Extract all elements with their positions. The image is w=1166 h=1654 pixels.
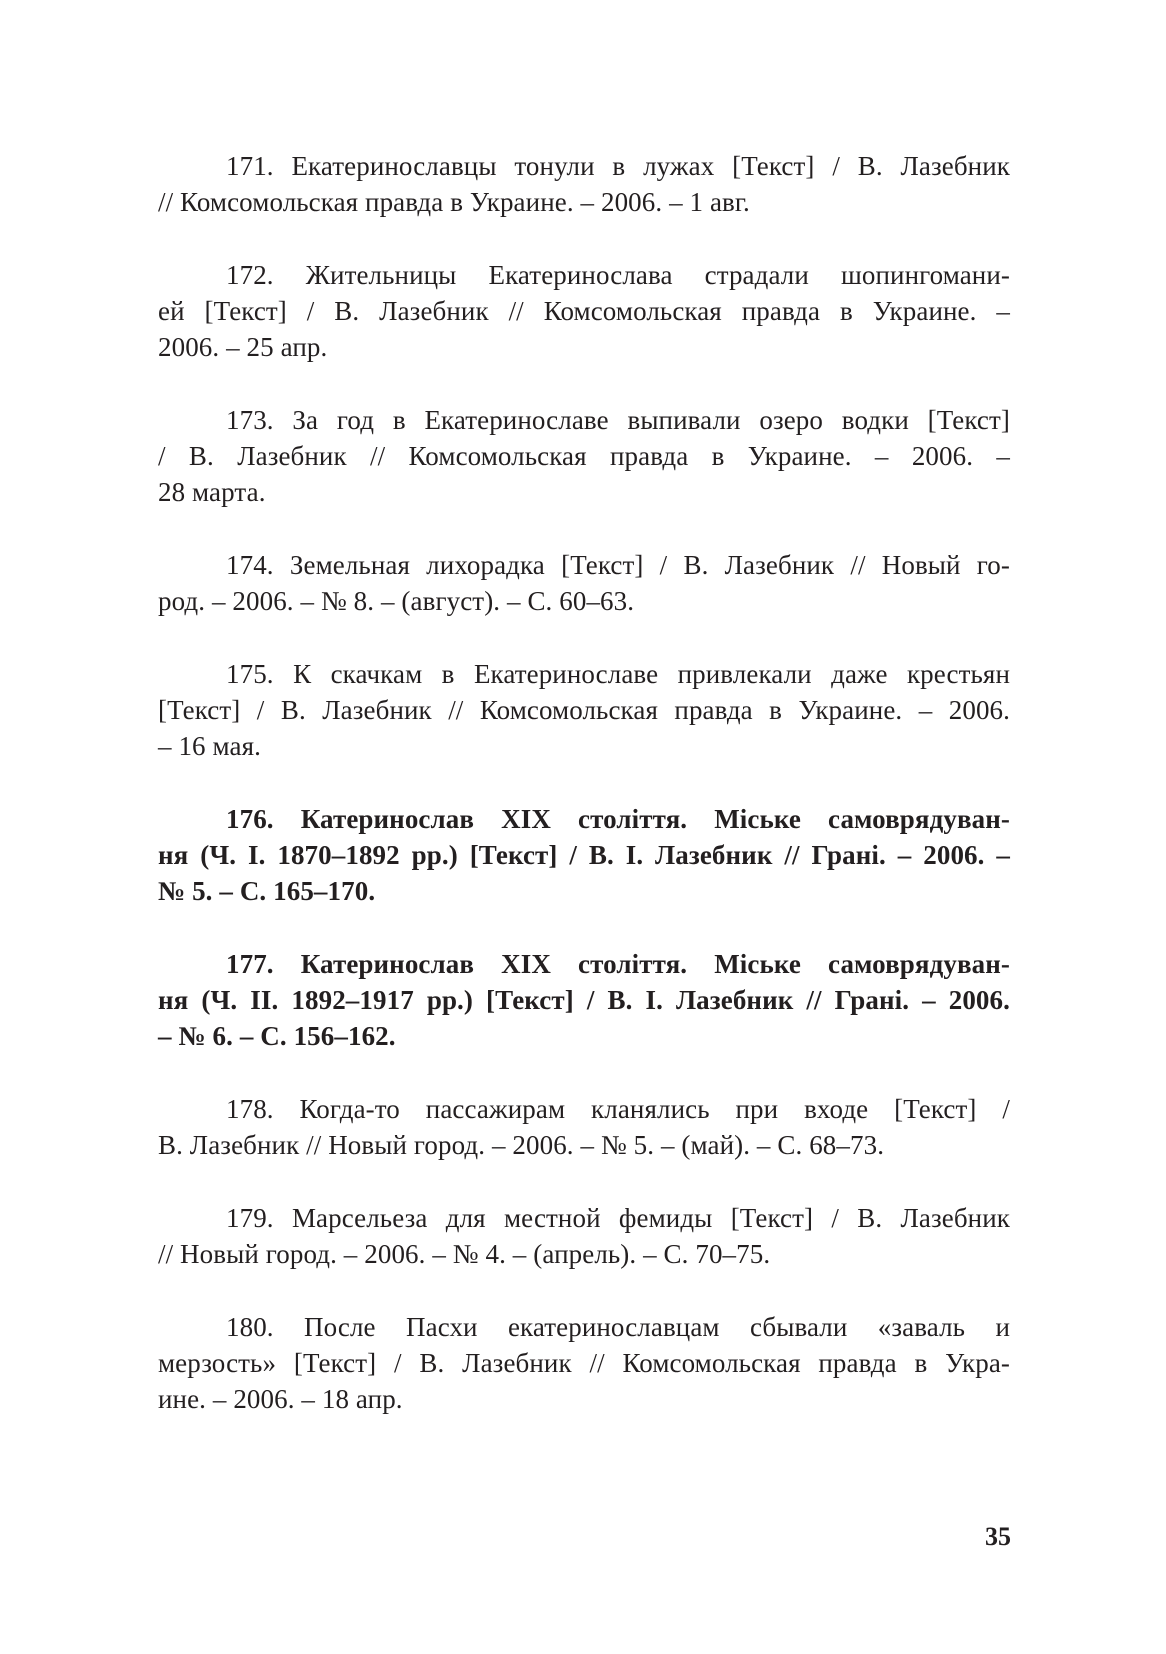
entry-line: – № 6. – С. 156–162.	[158, 1021, 396, 1051]
entry-line: // Новый город. – 2006. – № 4. – (апрель). – С. 70–75.	[158, 1239, 771, 1269]
entry-line: 179. Марсельеза для местной фемиды [Текст] / В. Лазебник	[226, 1203, 1010, 1233]
entry-line: ине. – 2006. – 18 апр.	[158, 1384, 403, 1414]
entry-line: // Комсомольская правда в Украине. – 2006. – 1 авг.	[158, 187, 750, 217]
entry-line: 173. За год в Екатеринославе выпивали озеро водки [Текст]	[226, 405, 1010, 435]
bibliography-entry-177	[158, 946, 1010, 1054]
entry-line: мерзость» [Текст] / В. Лазебник // Комсомольская правда в Укра-	[158, 1348, 1010, 1378]
entry-line: 175. К скачкам в Екатеринославе привлекали даже крестьян	[226, 659, 1010, 689]
entry-line: 28 марта.	[158, 477, 266, 507]
bibliography-entry-171	[158, 148, 1010, 220]
entry-line: 180. После Пасхи екатеринославцам сбывали «заваль и	[226, 1312, 1010, 1342]
entry-line: 2006. – 25 апр.	[158, 332, 328, 362]
entry-line: / В. Лазебник // Комсомольская правда в Украине. – 2006. –	[158, 441, 1010, 471]
bibliography-entry-172	[158, 257, 1010, 365]
entry-line: 172. Жительницы Екатеринослава страдали шопингомани-	[226, 260, 1010, 290]
entry-line: [Текст] / В. Лазебник // Комсомольская правда в Украине. – 2006.	[158, 695, 1010, 725]
entry-line: 171. Екатеринославцы тонули в лужах [Текст] / В. Лазебник	[226, 151, 1010, 181]
bibliography-list	[158, 148, 1010, 1454]
entry-line: ня (Ч. II. 1892–1917 рр.) [Текст] / В. І. Лазебник // Грані. – 2006.	[158, 985, 1010, 1015]
bibliography-entry-178	[158, 1091, 1010, 1163]
bibliography-entry-174	[158, 547, 1010, 619]
entry-line: – 16 мая.	[158, 731, 261, 761]
entry-line: ня (Ч. I. 1870–1892 рр.) [Текст] / В. І. Лазебник // Грані. – 2006. –	[158, 840, 1010, 870]
entry-line: ей [Текст] / В. Лазебник // Комсомольская правда в Украине. –	[158, 296, 1010, 326]
page-number: 35	[985, 1522, 1011, 1551]
bibliography-entry-176	[158, 801, 1010, 909]
entry-line: № 5. – С. 165–170.	[158, 876, 376, 906]
entry-line: 174. Земельная лихорадка [Текст] / В. Лазебник // Новый го-	[226, 550, 1010, 580]
entry-line: 177. Катеринослав XIX століття. Міське самоврядуван-	[226, 949, 1010, 979]
bibliography-entry-175	[158, 656, 1010, 764]
bibliography-entry-179	[158, 1200, 1010, 1272]
entry-line: В. Лазебник // Новый город. – 2006. – № 5. – (май). – С. 68–73.	[158, 1130, 885, 1160]
bibliography-entry-180	[158, 1309, 1010, 1417]
entry-line: род. – 2006. – № 8. – (август). – С. 60–63.	[158, 586, 635, 616]
entry-line: 176. Катеринослав XIX століття. Міське самоврядуван-	[226, 804, 1010, 834]
entry-line: 178. Когда-то пассажирам кланялись при входе [Текст] /	[226, 1094, 1010, 1124]
bibliography-entry-173	[158, 402, 1010, 510]
